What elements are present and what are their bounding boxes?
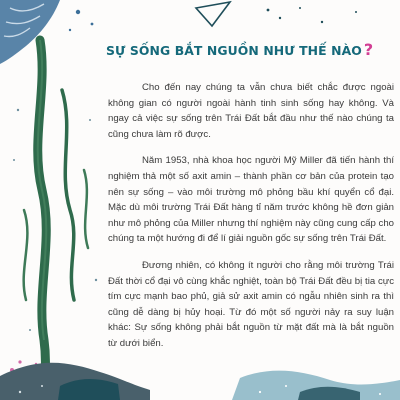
article-body (108, 80, 394, 363)
paragraph: Đương nhiên, có không ít người cho rằng môi trường Trái Đất thời cổ đại vô cùng khắc nghiệt, toàn bộ Trái Đất đều bị tia cực tím cực mạnh bao phủ, giả sử axit amin có ngẫu nhiên sinh ra thì cũng dễ dàng bị hủy hoại. Từ đó một số người nảy ra suy luận khác: Sự sống không phải bắt nguồn từ mặt đất mà là bắt nguồn từ dưới biển. (108, 259, 394, 349)
question-mark: ? (363, 40, 374, 59)
seaweed-left (38, 40, 47, 400)
paragraph: Cho đến nay chúng ta vẫn chưa biết chắc được ngoài không gian có người ngoài hành tinh sinh sống hay không. Và ngay cả việc sự sống trên Trái Đất bắt đầu như thế nào chúng ta cũng chưa làm rõ được. (108, 82, 394, 140)
sky-scribble (0, 0, 93, 64)
paragraph: Năm 1953, nhà khoa học người Mỹ Miller đã tiến hành thí nghiệm thả một số axit amin – thành phần cơ bản của protein tạo nên sự sống – vào môi trường mô phỏng bầu khí quyển cổ đại. Mặc dù môi trường Trái Đất hàng tỉ năm trước không hề đơn giản như mô phỏng của Miller nhưng thí nghiệm này cũng cung cấp cho chúng ta một hướng đi để lí giải nguồn gốc sự sống trên Trái Đất. (108, 155, 394, 245)
page-title (106, 40, 400, 59)
triangle-shape (196, 2, 357, 26)
bottom-rocks (0, 363, 400, 400)
page-title-text: SỰ SỐNG BẮT NGUỒN NHƯ THẾ NÀO (106, 43, 362, 58)
seaweed-thin-strands (24, 90, 88, 300)
